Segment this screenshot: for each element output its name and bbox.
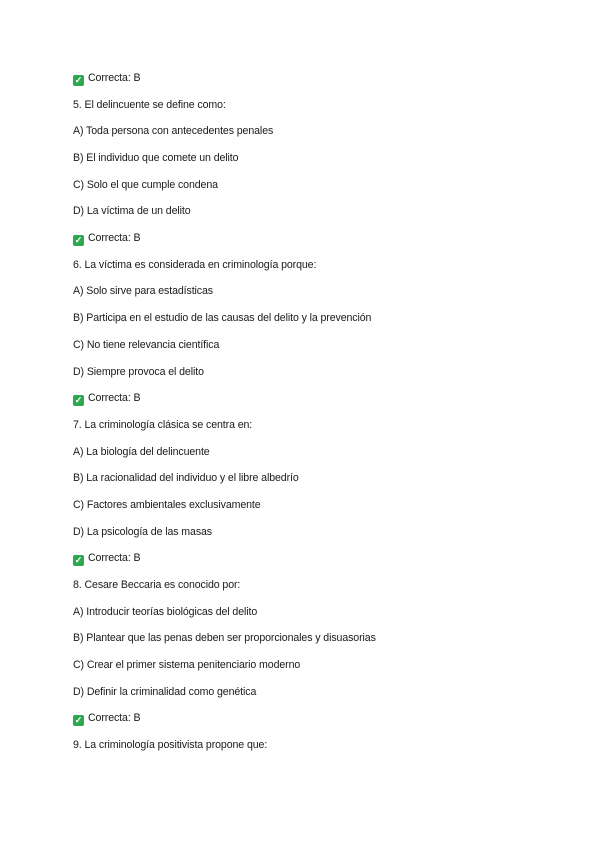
line-text: Correcta: B xyxy=(88,552,141,565)
line-text: D) Definir la criminalidad como genética xyxy=(73,685,257,698)
answer-option xyxy=(73,178,218,192)
answer-option xyxy=(73,124,273,138)
line-text: B) El individuo que comete un delito xyxy=(73,152,239,164)
correct-answer-line xyxy=(73,551,140,566)
line-text: 9. La criminología positivista propone que: xyxy=(73,739,268,751)
answer-option xyxy=(73,445,210,459)
question-text xyxy=(73,258,316,272)
answer-option xyxy=(73,204,191,218)
answer-option xyxy=(73,151,238,165)
line-text: Correcta: B xyxy=(88,232,141,245)
line-text: Correcta: B xyxy=(88,392,141,405)
line-text: B) Plantear que las penas deben ser proporcionales y disuasorias xyxy=(73,632,376,645)
line-text: D) La psicología de las masas xyxy=(73,525,213,538)
line-text: C) Crear el primer sistema penitenciario moderno xyxy=(73,659,301,671)
line-text: 5. El delincuente se define como: xyxy=(73,98,226,111)
correct-answer-line xyxy=(73,711,140,726)
check-mark-icon: ✓ xyxy=(74,555,83,566)
line-text: D) Siempre provoca el delito xyxy=(73,365,204,378)
question-text xyxy=(73,578,240,592)
question-text xyxy=(73,418,252,432)
line-text: Correcta: B xyxy=(88,712,141,725)
answer-option xyxy=(73,605,257,619)
line-text: B) La racionalidad del individuo y el libre albedrío xyxy=(73,472,299,485)
check-mark-icon: ✓ xyxy=(74,75,83,85)
correct-answer-line xyxy=(73,391,140,406)
answer-option xyxy=(73,338,219,352)
answer-option xyxy=(73,311,371,325)
line-text: D) La víctima de un delito xyxy=(73,205,191,218)
answer-option xyxy=(73,365,204,379)
answer-option xyxy=(73,658,300,672)
answer-option xyxy=(73,498,261,512)
check-mark-icon: ✓ xyxy=(74,715,83,726)
line-text: C) No tiene relevancia científica xyxy=(73,338,220,351)
line-text: Correcta: B xyxy=(88,72,141,84)
line-text: 6. La víctima es considerada en criminología porque: xyxy=(73,258,317,271)
answer-option xyxy=(73,284,213,298)
question-text xyxy=(73,98,226,112)
answer-option xyxy=(73,525,212,539)
line-text: A) Solo sirve para estadísticas xyxy=(73,285,213,298)
line-text: B) Participa en el estudio de las causas del delito y la prevención xyxy=(73,312,372,325)
line-text: 8. Cesare Beccaria es conocido por: xyxy=(73,578,241,591)
answer-option xyxy=(73,685,256,699)
line-text: A) La biología del delincuente xyxy=(73,445,210,458)
answer-option xyxy=(73,471,299,485)
line-text: 7. La criminología clásica se centra en: xyxy=(73,418,253,431)
check-mark-icon: ✓ xyxy=(74,235,83,246)
question-text xyxy=(73,738,267,752)
correct-answer-line xyxy=(73,231,140,246)
correct-answer-line xyxy=(73,71,140,86)
line-text: C) Solo el que cumple condena xyxy=(73,178,218,191)
line-text: C) Factores ambientales exclusivamente xyxy=(73,498,261,511)
check-mark-icon: ✓ xyxy=(74,395,83,406)
line-text: A) Toda persona con antecedentes penales xyxy=(73,125,274,138)
answer-option xyxy=(73,631,376,645)
line-text: A) Introducir teorías biológicas del delito xyxy=(73,605,258,618)
